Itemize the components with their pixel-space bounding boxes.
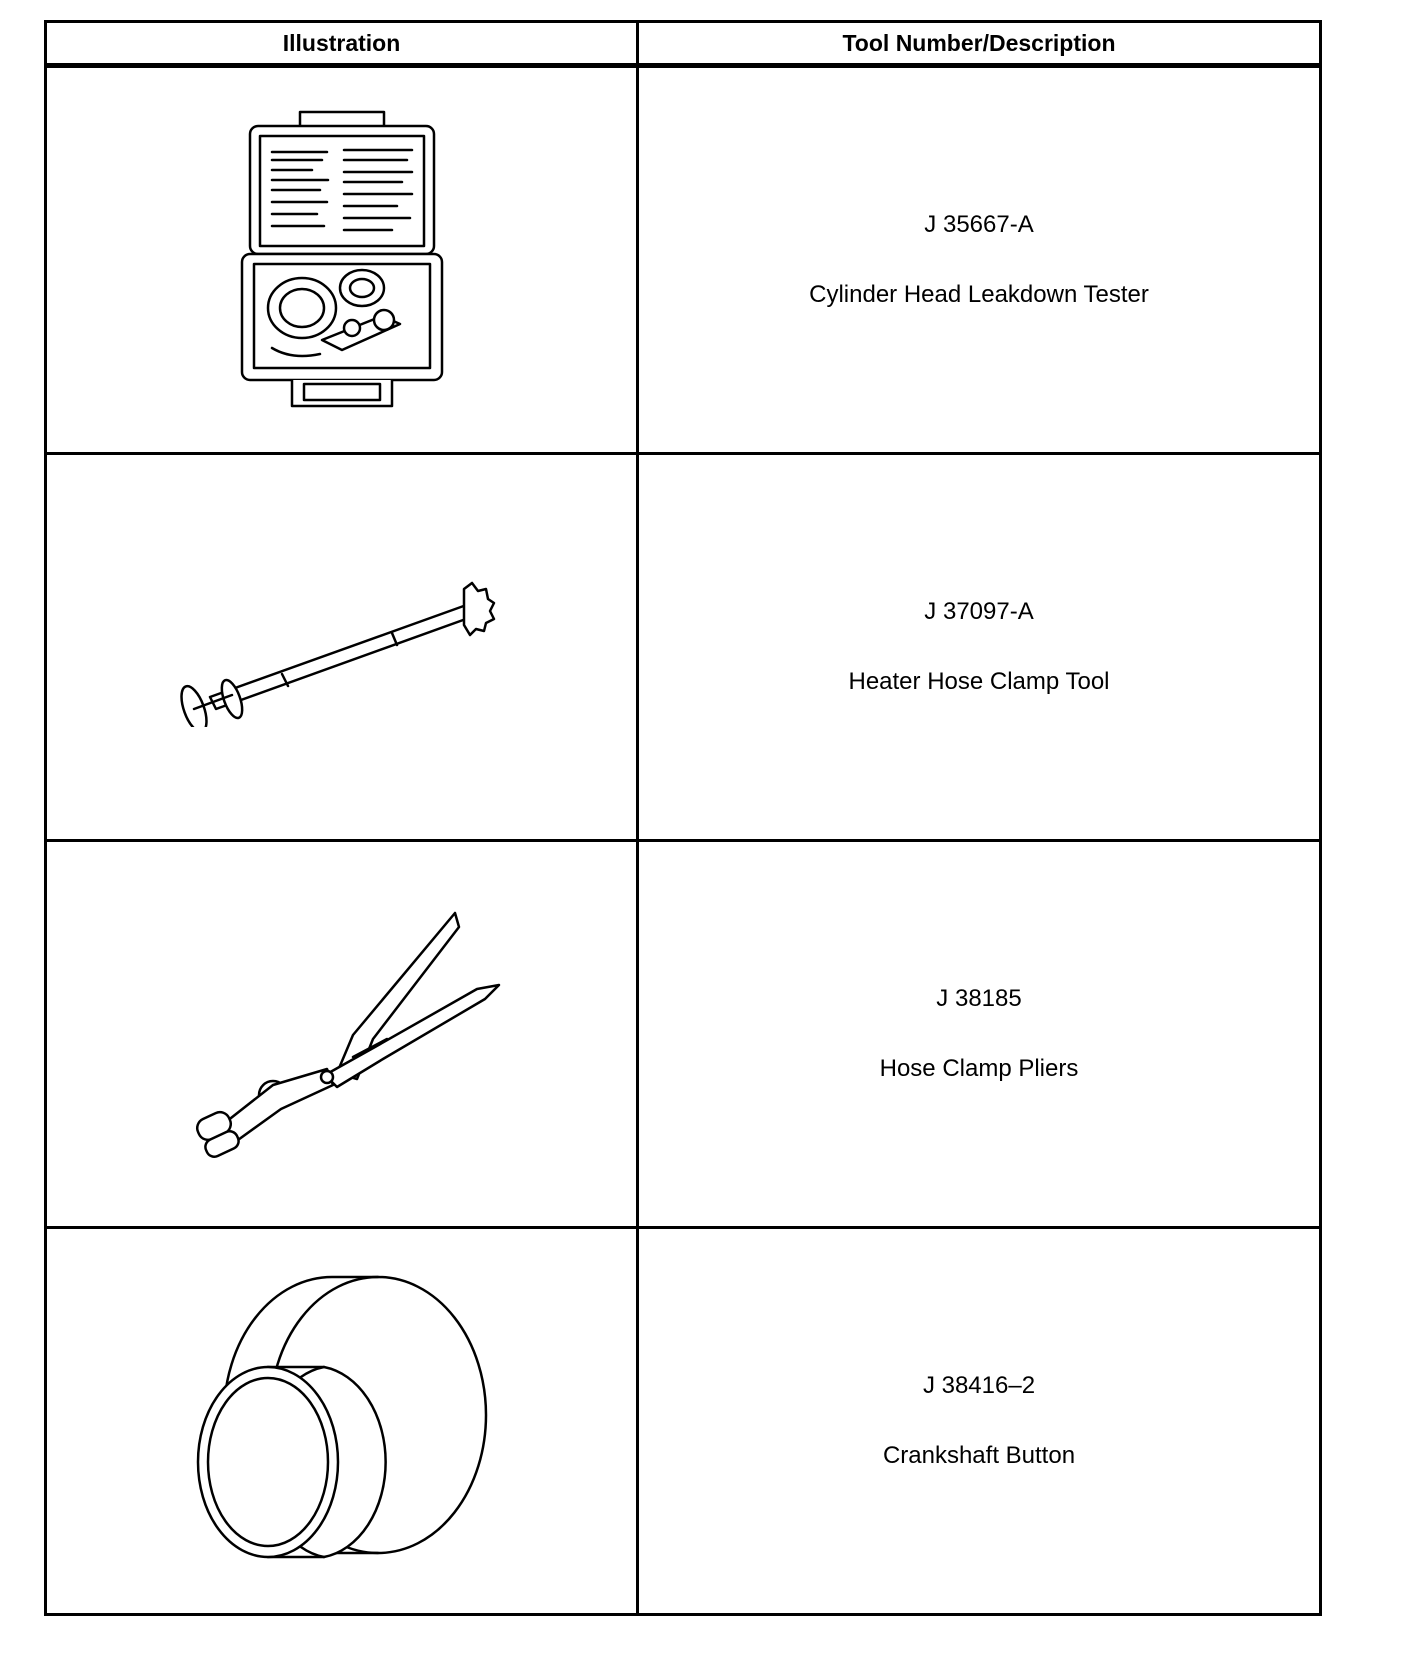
header-illustration: Illustration — [46, 22, 638, 66]
table-row — [46, 66, 1321, 454]
description-cell — [638, 1228, 1321, 1615]
tool-description: Hose Clamp Pliers — [879, 1055, 1079, 1082]
table-row — [46, 454, 1321, 841]
tool-number: J 38416–2 — [922, 1372, 1036, 1399]
special-tools-table — [44, 20, 1322, 1616]
tool-number: J 35667-A — [924, 211, 1034, 238]
illustration-cell — [46, 1228, 638, 1615]
hose-clamp-pliers-icon — [177, 909, 507, 1159]
description-cell — [638, 454, 1321, 841]
crankshaft-button-icon — [182, 1271, 502, 1571]
illustration-cell — [46, 841, 638, 1228]
leakdown-tester-case-icon — [232, 110, 452, 410]
header-tool-number-description: Tool Number/Description — [638, 22, 1321, 66]
illustration-cell — [46, 454, 638, 841]
description-cell — [638, 841, 1321, 1228]
tool-description: Cylinder Head Leakdown Tester — [809, 281, 1149, 308]
tool-number: J 37097-A — [924, 598, 1034, 625]
tool-number: J 38185 — [936, 985, 1022, 1012]
tool-description: Crankshaft Button — [882, 1442, 1076, 1469]
description-cell — [638, 66, 1321, 454]
table-header-row — [46, 22, 1321, 66]
table-row — [46, 1228, 1321, 1615]
table-row — [46, 841, 1321, 1228]
hose-clamp-tool-icon — [172, 567, 512, 727]
tool-description: Heater Hose Clamp Tool — [848, 668, 1110, 695]
illustration-cell — [46, 66, 638, 454]
